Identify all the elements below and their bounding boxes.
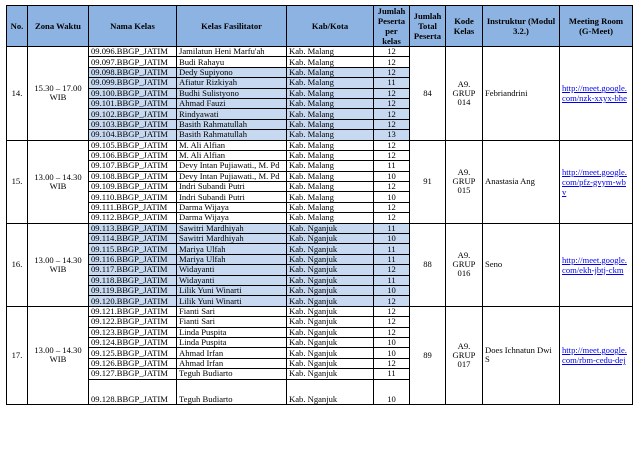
group-total-peserta-text: 91 xyxy=(423,176,432,187)
row-kab-kota: Kab. Nganjuk xyxy=(287,223,374,233)
group-kode-kelas-text: A9. GRUP 015 xyxy=(452,167,476,196)
row-fasilitator: Budhi Sulistyono xyxy=(177,88,287,98)
row-nama-kelas: 09.122.BBGP_JATIM xyxy=(89,317,177,327)
row-kab-kota: Kab. Malang xyxy=(287,140,374,150)
row-peserta: 11 xyxy=(374,254,410,264)
group-instruktur xyxy=(483,223,560,306)
row-fasilitator: M. Ali Alfian xyxy=(177,150,287,160)
row-nama-kelas: 09.103.BBGP_JATIM xyxy=(89,119,177,129)
row-kab-kota: Kab. Malang xyxy=(287,57,374,67)
row-kab-kota: Kab. Malang xyxy=(287,182,374,192)
header-kab-kota: Kab/Kota xyxy=(287,6,374,47)
row-peserta: 12 xyxy=(374,57,410,67)
row-fasilitator: Mariya Ulfah xyxy=(177,254,287,264)
row-nama-kelas: 09.128.BBGP_JATIM xyxy=(89,379,177,404)
row-kab-kota: Kab. Nganjuk xyxy=(287,285,374,295)
row-kab-kota: Kab. Nganjuk xyxy=(287,317,374,327)
row-peserta: 12 xyxy=(374,98,410,108)
row-nama-kelas: 09.126.BBGP_JATIM xyxy=(89,358,177,368)
group-total-peserta-text: 88 xyxy=(423,259,432,270)
group-meeting-link-text[interactable]: http://meet.google.com/ekh-jbtj-ckm xyxy=(562,254,627,275)
group-instruktur xyxy=(483,140,560,223)
group-instruktur-text: Seno xyxy=(485,259,503,270)
row-kab-kota: Kab. Nganjuk xyxy=(287,275,374,285)
row-peserta: 12 xyxy=(374,47,410,57)
group-total-peserta xyxy=(410,140,446,223)
row-peserta: 10 xyxy=(374,285,410,295)
header-kelas-fasilitator: Kelas Fasilitator xyxy=(177,6,287,47)
row-fasilitator: Afiatur Rizkiyah xyxy=(177,78,287,88)
row-nama-kelas: 09.101.BBGP_JATIM xyxy=(89,98,177,108)
row-fasilitator: Rindyawati xyxy=(177,109,287,119)
row-nama-kelas: 09.112.BBGP_JATIM xyxy=(89,213,177,223)
row-peserta: 12 xyxy=(374,182,410,192)
row-peserta: 13 xyxy=(374,130,410,140)
row-fasilitator: Teguh Budiarto xyxy=(177,379,287,404)
row-peserta: 10 xyxy=(374,337,410,347)
row-nama-kelas: 09.121.BBGP_JATIM xyxy=(89,306,177,316)
table-header xyxy=(7,6,633,47)
row-fasilitator: Widayanti xyxy=(177,275,287,285)
row-nama-kelas: 09.099.BBGP_JATIM xyxy=(89,78,177,88)
group-zona-waktu: 13.00 – 14.30 WIB xyxy=(28,223,89,306)
group-instruktur-text: Anastasia Ang xyxy=(485,176,535,187)
row-kab-kota: Kab. Malang xyxy=(287,78,374,88)
group-meeting-link-text[interactable]: http://meet.google.com/nzk-xxyx-bhe xyxy=(562,83,627,104)
table-row xyxy=(7,223,633,233)
row-nama-kelas: 09.124.BBGP_JATIM xyxy=(89,337,177,347)
row-peserta: 10 xyxy=(374,379,410,404)
row-nama-kelas: 09.113.BBGP_JATIM xyxy=(89,223,177,233)
group-kode-kelas-text: A9. GRUP 016 xyxy=(452,250,476,279)
row-kab-kota: Kab. Malang xyxy=(287,119,374,129)
row-fasilitator: Jamilatun Heni Marfu'ah xyxy=(177,47,287,57)
row-kab-kota: Kab. Malang xyxy=(287,192,374,202)
row-kab-kota: Kab. Malang xyxy=(287,88,374,98)
group-meeting-link[interactable] xyxy=(560,306,633,404)
row-kab-kota: Kab. Malang xyxy=(287,150,374,160)
row-fasilitator: Devy Intan Pujiawati., M. Pd xyxy=(177,171,287,181)
group-meeting-link[interactable] xyxy=(560,47,633,141)
table-row xyxy=(7,306,633,316)
row-kab-kota: Kab. Malang xyxy=(287,213,374,223)
row-fasilitator: Fianti Sari xyxy=(177,317,287,327)
row-peserta: 12 xyxy=(374,202,410,212)
row-nama-kelas: 09.100.BBGP_JATIM xyxy=(89,88,177,98)
group-instruktur xyxy=(483,47,560,141)
header-no: No. xyxy=(7,6,28,47)
row-kab-kota: Kab. Malang xyxy=(287,67,374,77)
row-nama-kelas: 09.123.BBGP_JATIM xyxy=(89,327,177,337)
row-fasilitator: Linda Puspita xyxy=(177,337,287,347)
row-peserta: 11 xyxy=(374,78,410,88)
row-fasilitator: Ahmad Fauzi xyxy=(177,98,287,108)
row-nama-kelas: 09.120.BBGP_JATIM xyxy=(89,296,177,306)
row-kab-kota: Kab. Malang xyxy=(287,98,374,108)
row-peserta: 12 xyxy=(374,358,410,368)
group-zona-waktu: 15.30 – 17.00 WIB xyxy=(28,47,89,141)
row-nama-kelas: 09.116.BBGP_JATIM xyxy=(89,254,177,264)
row-fasilitator: Linda Puspita xyxy=(177,327,287,337)
row-fasilitator: Basith Rahmatullah xyxy=(177,119,287,129)
group-kode-kelas-text: A9. GRUP 014 xyxy=(452,78,476,107)
row-nama-kelas: 09.109.BBGP_JATIM xyxy=(89,182,177,192)
row-kab-kota: Kab. Nganjuk xyxy=(287,348,374,358)
row-kab-kota: Kab. Nganjuk xyxy=(287,244,374,254)
row-fasilitator: Indri Subandi Putri xyxy=(177,182,287,192)
row-fasilitator: Widayanti xyxy=(177,265,287,275)
group-total-peserta xyxy=(410,223,446,306)
row-fasilitator: Sawitri Mardhiyah xyxy=(177,223,287,233)
row-kab-kota: Kab. Malang xyxy=(287,171,374,181)
row-nama-kelas: 09.118.BBGP_JATIM xyxy=(89,275,177,285)
row-fasilitator: Lilik Yuni Winarti xyxy=(177,285,287,295)
group-no: 15. xyxy=(7,140,28,223)
row-peserta: 12 xyxy=(374,140,410,150)
row-peserta: 12 xyxy=(374,88,410,98)
group-kode-kelas-text: A9. GRUP 017 xyxy=(452,340,476,369)
group-instruktur-text: Febriandrini xyxy=(485,87,528,98)
group-total-peserta-text: 89 xyxy=(423,349,432,360)
row-fasilitator: Indri Subandi Putri xyxy=(177,192,287,202)
row-nama-kelas: 09.119.BBGP_JATIM xyxy=(89,285,177,295)
row-nama-kelas: 09.106.BBGP_JATIM xyxy=(89,150,177,160)
row-fasilitator: Ahmad Irfan xyxy=(177,358,287,368)
row-kab-kota: Kab. Nganjuk xyxy=(287,306,374,316)
row-fasilitator: Budi Rahayu xyxy=(177,57,287,67)
row-nama-kelas: 09.107.BBGP_JATIM xyxy=(89,161,177,171)
header-zona-waktu: Zona Waktu xyxy=(28,6,89,47)
row-kab-kota: Kab. Nganjuk xyxy=(287,379,374,404)
row-fasilitator: Darma Wijaya xyxy=(177,202,287,212)
schedule-table xyxy=(6,5,633,405)
row-fasilitator: Devy Intan Pujiawati., M. Pd xyxy=(177,161,287,171)
group-meeting-link-text[interactable]: http://meet.google.com/pfz-gvym-wbv xyxy=(562,166,627,197)
row-nama-kelas: 09.096.BBGP_JATIM xyxy=(89,47,177,57)
row-peserta: 12 xyxy=(374,150,410,160)
row-fasilitator: Teguh Budiarto xyxy=(177,369,287,379)
group-total-peserta xyxy=(410,306,446,404)
header-kode-kelas: Kode Kelas xyxy=(446,6,483,47)
row-peserta: 12 xyxy=(374,213,410,223)
row-fasilitator: Mariya Ulfah xyxy=(177,244,287,254)
row-peserta: 12 xyxy=(374,109,410,119)
row-kab-kota: Kab. Nganjuk xyxy=(287,265,374,275)
row-nama-kelas: 09.125.BBGP_JATIM xyxy=(89,348,177,358)
row-nama-kelas: 09.127.BBGP_JATIM xyxy=(89,369,177,379)
row-peserta: 12 xyxy=(374,306,410,316)
row-peserta: 10 xyxy=(374,192,410,202)
row-peserta: 11 xyxy=(374,369,410,379)
row-kab-kota: Kab. Nganjuk xyxy=(287,369,374,379)
group-instruktur xyxy=(483,306,560,404)
row-peserta: 11 xyxy=(374,223,410,233)
row-kab-kota: Kab. Malang xyxy=(287,202,374,212)
row-fasilitator: Ahmad Irfan xyxy=(177,348,287,358)
row-nama-kelas: 09.111.BBGP_JATIM xyxy=(89,202,177,212)
header-meeting-room: Meeting Room (G-Meet) xyxy=(560,6,633,47)
row-peserta: 11 xyxy=(374,275,410,285)
row-nama-kelas: 09.102.BBGP_JATIM xyxy=(89,109,177,119)
group-no: 16. xyxy=(7,223,28,306)
row-kab-kota: Kab. Nganjuk xyxy=(287,234,374,244)
row-peserta: 10 xyxy=(374,234,410,244)
row-nama-kelas: 09.110.BBGP_JATIM xyxy=(89,192,177,202)
row-fasilitator: Fianti Sari xyxy=(177,306,287,316)
row-kab-kota: Kab. Nganjuk xyxy=(287,296,374,306)
header-instruktur: Instruktur (Modul 3.2.) xyxy=(483,6,560,47)
row-peserta: 10 xyxy=(374,348,410,358)
row-kab-kota: Kab. Nganjuk xyxy=(287,254,374,264)
row-peserta: 12 xyxy=(374,296,410,306)
group-zona-waktu: 13.00 – 14.30 WIB xyxy=(28,140,89,223)
group-total-peserta-text: 84 xyxy=(423,87,432,98)
row-fasilitator: Basith Rahmatullah xyxy=(177,130,287,140)
group-no: 17. xyxy=(7,306,28,404)
group-meeting-link[interactable] xyxy=(560,223,633,306)
row-peserta: 10 xyxy=(374,171,410,181)
row-kab-kota: Kab. Malang xyxy=(287,47,374,57)
table-body xyxy=(7,47,633,405)
group-total-peserta xyxy=(410,47,446,141)
row-peserta: 11 xyxy=(374,161,410,171)
row-kab-kota: Kab. Malang xyxy=(287,109,374,119)
header-jumlah-peserta: Jumlah Peserta per kelas xyxy=(374,6,410,47)
group-kode-kelas xyxy=(446,223,483,306)
row-fasilitator: Lilik Yuni Winarti xyxy=(177,296,287,306)
row-nama-kelas: 09.097.BBGP_JATIM xyxy=(89,57,177,67)
row-peserta: 11 xyxy=(374,244,410,254)
group-kode-kelas xyxy=(446,47,483,141)
row-kab-kota: Kab. Nganjuk xyxy=(287,327,374,337)
row-nama-kelas: 09.108.BBGP_JATIM xyxy=(89,171,177,181)
row-peserta: 12 xyxy=(374,327,410,337)
row-kab-kota: Kab. Nganjuk xyxy=(287,337,374,347)
row-nama-kelas: 09.115.BBGP_JATIM xyxy=(89,244,177,254)
row-kab-kota: Kab. Malang xyxy=(287,130,374,140)
row-kab-kota: Kab. Nganjuk xyxy=(287,358,374,368)
group-meeting-link[interactable] xyxy=(560,140,633,223)
row-peserta: 12 xyxy=(374,265,410,275)
table-row xyxy=(7,140,633,150)
row-fasilitator: M. Ali Alfian xyxy=(177,140,287,150)
row-fasilitator: Darma Wijaya xyxy=(177,213,287,223)
group-meeting-link-text[interactable]: http://meet.google.com/rbm-cedu-dej xyxy=(562,345,627,366)
table-row xyxy=(7,47,633,57)
row-kab-kota: Kab. Malang xyxy=(287,161,374,171)
row-nama-kelas: 09.117.BBGP_JATIM xyxy=(89,265,177,275)
group-no: 14. xyxy=(7,47,28,141)
header-nama-kelas: Nama Kelas xyxy=(89,6,177,47)
group-kode-kelas xyxy=(446,306,483,404)
row-peserta: 12 xyxy=(374,119,410,129)
row-nama-kelas: 09.105.BBGP_JATIM xyxy=(89,140,177,150)
header-jumlah-total: Jumlah Total Peserta xyxy=(410,6,446,47)
group-zona-waktu: 13.00 – 14.30 WIB xyxy=(28,306,89,404)
row-peserta: 12 xyxy=(374,67,410,77)
group-kode-kelas xyxy=(446,140,483,223)
row-fasilitator: Sawitri Mardhiyah xyxy=(177,234,287,244)
row-fasilitator: Dedy Supiyono xyxy=(177,67,287,77)
row-nama-kelas: 09.098.BBGP_JATIM xyxy=(89,67,177,77)
group-instruktur-text: Does Ichnatun Dwi S xyxy=(485,345,552,365)
row-nama-kelas: 09.104.BBGP_JATIM xyxy=(89,130,177,140)
row-nama-kelas: 09.114.BBGP_JATIM xyxy=(89,234,177,244)
schedule-page xyxy=(6,5,632,405)
row-peserta: 12 xyxy=(374,317,410,327)
